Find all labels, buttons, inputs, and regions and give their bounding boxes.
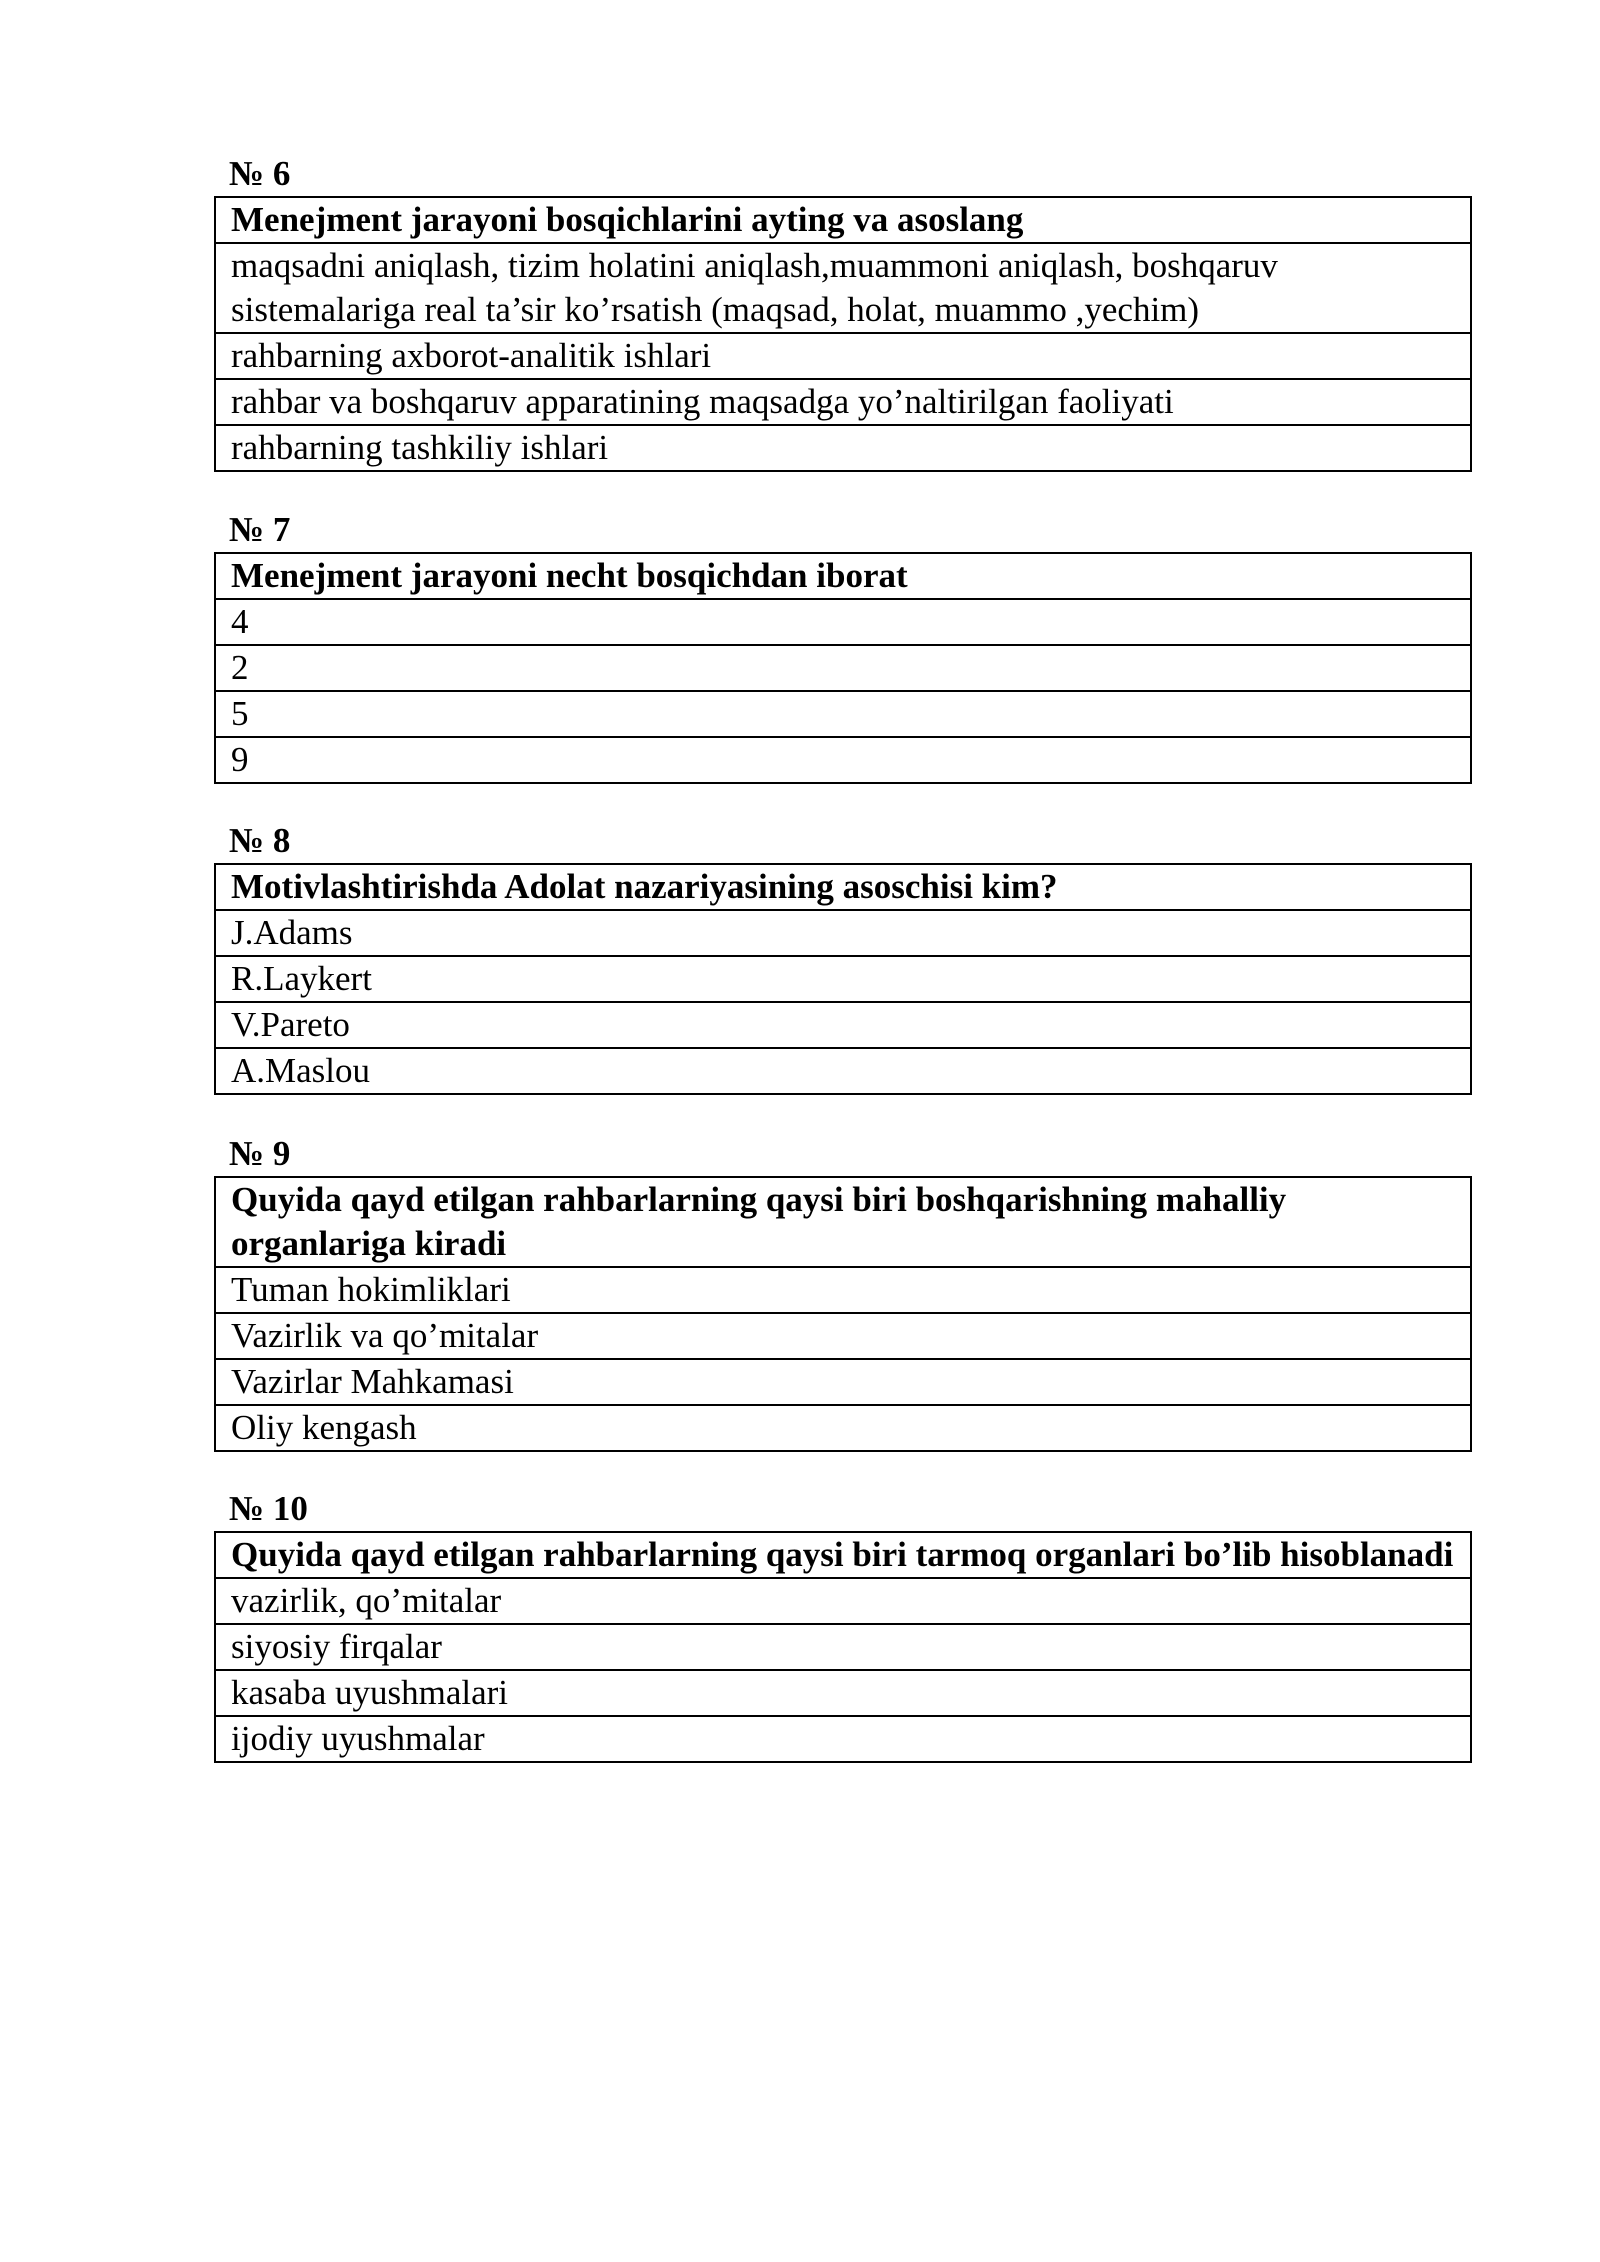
answer-option: vazirlik, qo’mitalar: [216, 1577, 1470, 1623]
question-text: Quyida qayd etilgan rahbarlarning qaysi biri tarmoq organlari bo’lib hisoblanadi: [231, 1535, 1454, 1574]
answer-option: rahbarning tashkiliy ishlari: [216, 424, 1470, 470]
question-block-7: [214, 508, 1472, 784]
answer-option: ijodiy uyushmalar: [216, 1715, 1470, 1761]
answer-option: R.Laykert: [216, 955, 1470, 1001]
answer-option: Vazirlik va qo’mitalar: [216, 1312, 1470, 1358]
question-number: № 8: [229, 821, 291, 860]
answer-option: siyosiy firqalar: [216, 1623, 1470, 1669]
answer-option: rahbar va boshqaruv apparatining maqsadga yo’naltirilgan faoliyati: [216, 378, 1470, 424]
answer-option: V.Pareto: [216, 1001, 1470, 1047]
question-text: Menejment jarayoni bosqichlarini ayting va asoslang: [231, 200, 1024, 239]
question-number: № 6: [229, 154, 291, 193]
answer-option: J.Adams: [216, 909, 1470, 955]
answer-option: A.Maslou: [216, 1047, 1470, 1093]
answer-option: 9: [216, 736, 1470, 782]
question-text: Menejment jarayoni necht bosqichdan iborat: [231, 556, 908, 595]
question-number: № 10: [229, 1489, 308, 1528]
question-text: Motivlashtirishda Adolat nazariyasining asoschisi kim?: [231, 867, 1058, 906]
answer-option: Vazirlar Mahkamasi: [216, 1358, 1470, 1404]
question-block-9: [214, 1132, 1472, 1452]
answer-option: Tuman hokimliklari: [216, 1266, 1470, 1312]
question-number: № 9: [229, 1134, 291, 1173]
answer-option: maqsadni aniqlash, tizim holatini aniqlash,muammoni aniqlash, boshqaruv sistemalariga real ta’sir ko’rsatish (maqsad, holat, muammo ,yechim): [216, 242, 1470, 332]
answer-option: 5: [216, 690, 1470, 736]
answer-option: 2: [216, 644, 1470, 690]
answer-option: rahbarning axborot-analitik ishlari: [216, 332, 1470, 378]
question-table: [214, 1176, 1472, 1452]
answer-option: Oliy kengash: [216, 1404, 1470, 1450]
question-block-8: [214, 819, 1472, 1095]
answer-option: 4: [216, 598, 1470, 644]
question-table: [214, 1531, 1472, 1763]
question-table: [214, 552, 1472, 784]
question-block-6: [214, 152, 1472, 472]
question-number: № 7: [229, 510, 291, 549]
question-table: [214, 863, 1472, 1095]
answer-option: kasaba uyushmalari: [216, 1669, 1470, 1715]
question-block-10: [214, 1487, 1472, 1763]
question-table: [214, 196, 1472, 472]
question-text: Quyida qayd etilgan rahbarlarning qaysi biri boshqarishning mahalliy organlariga kiradi: [231, 1180, 1287, 1263]
